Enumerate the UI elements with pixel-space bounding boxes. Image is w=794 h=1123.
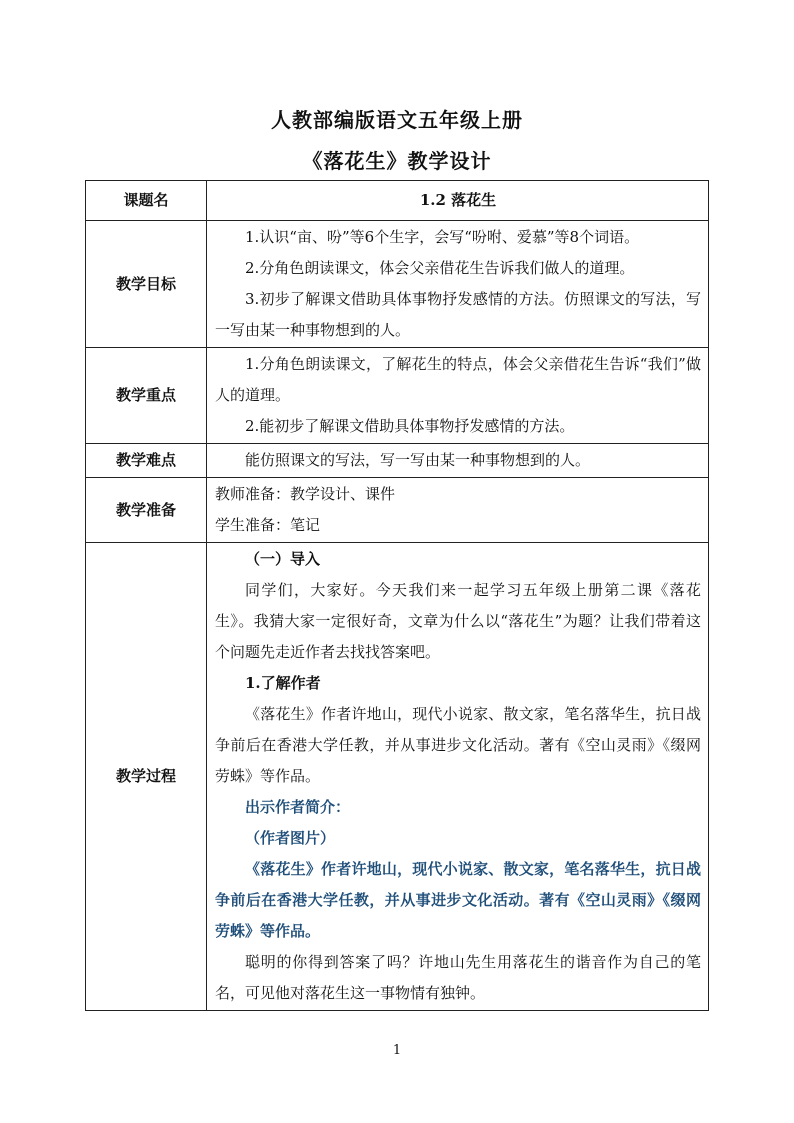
value-topic: 1.2 落花生	[207, 181, 709, 221]
page-number: 1	[392, 1043, 402, 1058]
table-row-topic	[86, 181, 709, 221]
content-focus	[207, 348, 709, 444]
content-difficulty	[207, 444, 709, 478]
table-row-process	[86, 543, 709, 1011]
label-difficulty: 教学难点	[86, 444, 207, 478]
process-intro: 同学们，大家好。今天我们来一起学习五年级上册第二课《落花生》。我猜大家一定很好奇，文章为什么以“落花生”为题？让我们带着这个问题先走近作者去找找答案吧。	[215, 581, 701, 661]
goal-item: 2.分角色朗读课文，体会父亲借花生告诉我们做人的道理。	[245, 259, 635, 277]
label-topic: 课题名	[86, 181, 207, 221]
table-row-focus	[86, 348, 709, 444]
process-show-intro: 出示作者简介：	[245, 798, 351, 816]
content-prep	[207, 478, 709, 543]
label-focus: 教学重点	[86, 348, 207, 444]
process-author-image-placeholder: （作者图片）	[245, 829, 336, 847]
table-row-goals	[86, 221, 709, 348]
table-row-difficulty	[86, 444, 709, 478]
lesson-plan-table	[85, 180, 709, 1011]
document-title-grade: 人教部编版语文五年级上册	[271, 108, 523, 132]
process-section-heading: （一）导入	[245, 550, 321, 568]
prep-teacher: 教师准备：教学设计、课件	[215, 485, 396, 503]
label-goals: 教学目标	[86, 221, 207, 348]
prep-student: 学生准备：笔记	[215, 516, 321, 534]
goal-item: 1.认识“亩、吩”等6个生字，会写“吩咐、爱慕”等8个词语。	[245, 228, 640, 246]
label-prep: 教学准备	[86, 478, 207, 543]
process-step-heading: 1.了解作者	[245, 674, 321, 692]
document-title-lesson: 《落花生》教学设计	[302, 149, 492, 173]
content-goals	[207, 221, 709, 348]
difficulty-text: 能仿照课文的写法，写一写由某一种事物想到的人。	[245, 451, 591, 469]
table-row-prep	[86, 478, 709, 543]
process-author-text: 《落花生》作者许地山，现代小说家、散文家，笔名落华生，抗日战争前后在香港大学任教，并从事进步文化活动。著有《空山灵雨》《缀网劳蛛》等作品。	[215, 705, 701, 785]
content-process	[207, 543, 709, 1011]
focus-item: 1.分角色朗读课文，了解花生的特点，体会父亲借花生告诉“我们”做人的道理。	[215, 355, 701, 404]
process-author-text-highlighted: 《落花生》作者许地山，现代小说家、散文家，笔名落华生，抗日战争前后在香港大学任教，并从事进步文化活动。著有《空山灵雨》《缀网劳蛛》等作品。	[215, 860, 701, 940]
process-closing: 聪明的你得到答案了吗？许地山先生用落花生的谐音作为自己的笔名，可见他对落花生这一事物情有独钟。	[215, 953, 701, 1002]
label-process: 教学过程	[86, 543, 207, 1011]
goal-item: 3.初步了解课文借助具体事物抒发感情的方法。仿照课文的写法，写一写由某一种事物想到的人。	[215, 290, 701, 339]
focus-item: 2.能初步了解课文借助具体事物抒发感情的方法。	[245, 417, 575, 435]
